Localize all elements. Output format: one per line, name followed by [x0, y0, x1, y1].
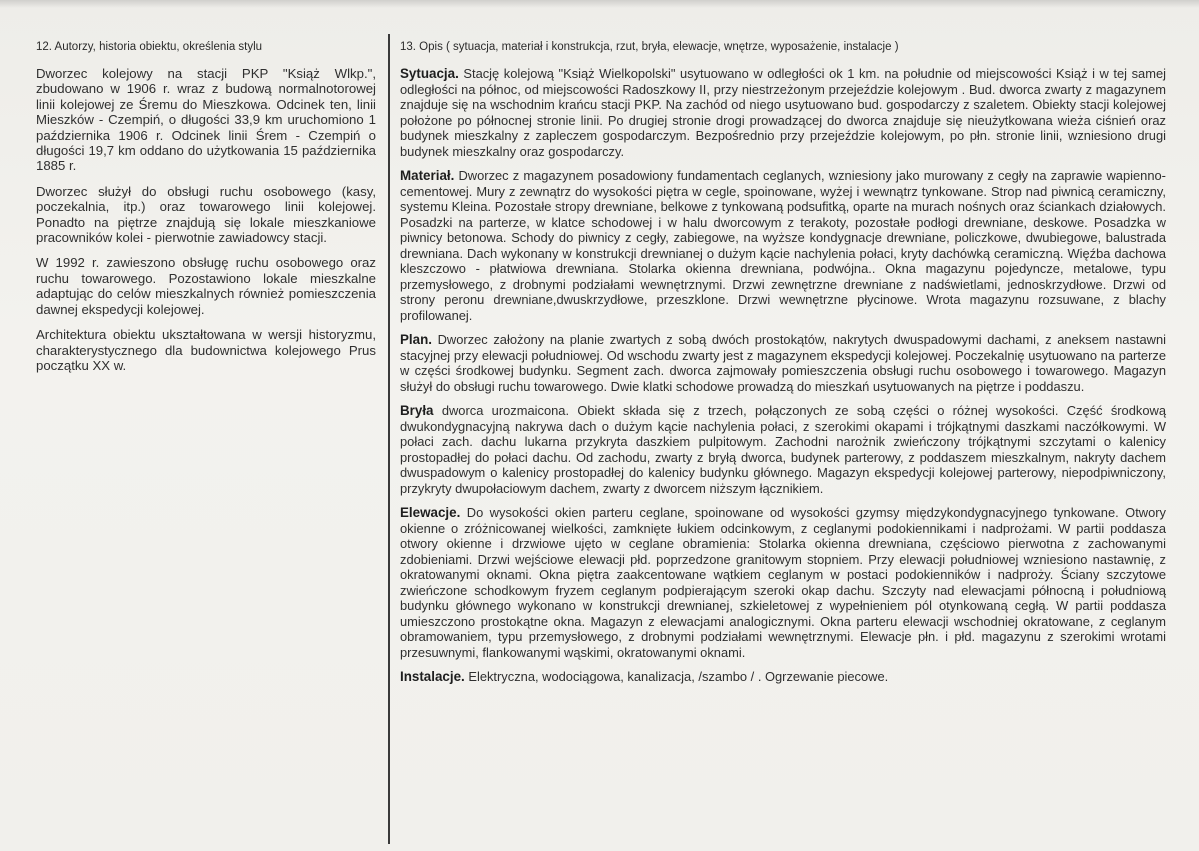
history-header: 12. Autorzy, historia obiektu, określenia stylu [36, 41, 263, 53]
section-material [400, 168, 1166, 323]
history-paragraph: Architektura obiektu ukształtowana w wersji historyzmu, charakterystycznego dla budownictwa kolejowego Prus początku XX w. [36, 327, 376, 373]
scan-edge-shadow [0, 0, 1199, 8]
history-column [36, 40, 376, 383]
history-paragraph: Dworzec służył do obsługi ruchu osobowego (kasy, poczekalnia, itp.) oraz towarowego linii kolejowej. Ponadto na piętrze znajdują się lokale mieszkaniowe pracowników kolei - pierwotnie zawiadowcy stacji. [36, 183, 376, 246]
section-title: Plan. [400, 332, 432, 347]
section-text: Dworzec założony na planie zwartych z sobą dwóch prostokątów, nakrytych dwuspadowymi dachami, z aneksem nastawni stacyjnej przy elewacji południowej. Od wschodu zwarty jest z magazynem ekspedycji kolejowej. Poczekalnię usytuowano na parterze w części środkowej budynku. Segment zach. dworca zajmowały pomieszczenia obsługi ruchu osobowego i towarowego. Magazyn służył do obsługi ruchu towarowego. Dwie klatki schodowe prowadzą do mieszkań usytuowanych na piętrze i poddaszu. [400, 332, 1166, 394]
section-text: Dworzec z magazynem posadowiony fundamentach ceglanych, wzniesiony jako murowany z cegły na zaprawie wapienno-cementowej. Mury z zewnątrz do wysokości piętra w cegle, spoinowane, wyżej i wewnątrz tynkowane. Strop nad piwnicą ceramiczny, systemu Kleina. Pozostałe stropy drewniane, belkowe z tynkowaną podsufitką, oparte na murach nośnych oraz ściankach działowych. Posadzki na parterze, w klatce schodowej i w halu dworcowym z terakoty, pozostałe podłogi drewniane, deskowe. Posadzka w piwnicy betonowa. Schody do piwnicy z cegły, zabiegowe, na wyższe kondygnacje drewniane, policzkowe, dwubiegowe, balustrada drewniana. Dach wykonany w konstrukcji drewnianej o dużym kącie nachylenia połaci, kryty dachówką ceramiczną. Więźba dachowa kleszczowo - płatwiowa drewniana. Stolarka okienna drewniana, podwójna.. Okna magazynu pojedyncze, metalowe, typu przemysłowego, z drobnymi podziałami wewnętrznymi. Drzwi zewnętrzne drewniane z nadświetlami, jednoskrzydłowe. Drzwi od strony peronu drewniane,dwuskrzydłowe, przeszklone. Drzwi wewnętrzne płycinowe. Wrota magazynu rozsuwane, z blachy profilowanej. [400, 168, 1166, 323]
section-title: Bryła [400, 403, 434, 418]
section-elewacje [400, 505, 1166, 660]
history-paragraph: W 1992 r. zawieszono obsługę ruchu osobowego oraz ruchu towarowego. Pozostawiono lokale mieszkalne adaptując do celów mieszkalnych również pomieszczenia dawnej ekspedycji kolejowej. [36, 255, 376, 317]
section-plan [400, 332, 1166, 394]
section-sytuacja [400, 66, 1166, 159]
section-title: Materiał. [400, 168, 455, 183]
history-paragraph: Dworzec kolejowy na stacji PKP "Książ Wlkp.", zbudowano w 1906 r. wraz z budową normalnotorowej linii kolejowej ze Śremu do Mieszkowa. Odcinek ten, linii Mieszków - Czempiń, o długości 33,9 km uruchomiono 1 października 1906 r. Odcinek linii Śrem - Czempiń o długości 19,7 km oddano do użytkowania 15 października 1885 r. [36, 66, 376, 174]
section-instalacje [400, 669, 1166, 685]
section-text: dworca urozmaicona. Obiekt składa się z trzech, połączonych ze sobą części o różnej wysokości. Część środkową dwukondygnacyjną nakrywa dach o dużym kącie nachylenia połaci, z szerokimi okapami i trójkątnymi daszkami naczółkowymi. W połaci zach. dachu lukarna przykryta daszkiem pulpitowym. Zachodni narożnik zwieńczony trójkątnymi szczytami o kalenicy prostopadłej do połaci dachu. Od zachodu, zwarty z bryłą dworca, budynek parterowy, z poddaszem mieszkalnym, nakryty dachem dwuspadowym o kalenicy prostopadłej do kalenicy budynku głównego. Magazyn ekspedycji kolejowej parterowy, niepodpiwniczony, przykryty dwupołaciowym dachem, zwarty z dworcem niższym łącznikiem. [400, 403, 1166, 496]
section-text: Elektryczna, wodociągowa, kanalizacja, /szambo / . Ogrzewanie piecowe. [468, 669, 889, 684]
description-header: 13. Opis ( sytuacja, materiał i konstrukcja, rzut, bryła, elewacje, wnętrze, wyposażenie, instalacje ) [400, 41, 899, 53]
section-text: Do wysokości okien parteru ceglane, spoinowane od wysokości gzymsy międzykondygnacyjnego tynkowane. Otwory okienne o zróżnicowanej wielkości, zamknięte łukiem odcinkowym, z ceglanymi podokiennikami i nadprożami. W partii poddasza otwory okienne i drzwiowe ujęto w ceglane obramienia: Stolarka okienna drewniana, częściowo pierwotna z zachowanymi zdobieniami. Drzwi wejściowe elewacji płd. poprzedzone granitowym stopniem. Przy elewacji południowej wzniesiono nastawnię, z okratowanymi oknami. Okna piętra zaakcentowane wątkiem ceglanym w postaci podokienników i nadproży. Ściany szczytowe zwieńczone schodkowym fryzem ceglanym podpierającym szeroki okap dachu. Szczyty nad elewacjami północną i południową budynku głównego wykonano w konstrukcji drewnianej, szkieletowej z wypełnieniem pól otynkowaną cegłą. W partii poddasza umieszczono prostokątne okna. Magazyn z elewacjami analogicznymi. Okna parteru elewacji wschodniej okratowane, z ceglanym obramowaniem, typu przemysłowego, z drobnymi podziałami wewnętrznymi. Elewacje płn. i płd. magazynu z szerokimi wrotami przesuwnymi, flankowanymi wąskimi, okratowanymi oknami. [400, 505, 1166, 660]
column-divider [388, 34, 390, 844]
section-title: Sytuacja. [400, 66, 459, 81]
section-text: Stację kolejową "Książ Wielkopolski" usytuowano w odległości ok 1 km. na południe od miejscowości Książ i w tej samej odległości na północ, od miejscowości Radoszkowy II, przy niestrzeżonym przejeździe kolejowym . Bud. dworca zwarty z magazynem znajduje się na wschodnim krańcu stacji PKP. Na zachód od niego usytuowano bud. gospodarczy z szaletem. Obiekty stacji kolejowej położone po północnej stronie linii. Po drugiej stronie drogi prowadzącej do dworca znajduje się nieużytkowana wieża ciśnień oraz budynek mieszkalny z zapleczem gospodarczym. Bezpośrednio przy przejeździe kolejowym, po płn. stronie linii, wzniesiono drugi budynek mieszkalny oraz gospodarczy. [400, 66, 1166, 159]
section-bryla [400, 403, 1166, 496]
section-title: Elewacje. [400, 505, 461, 520]
description-column [400, 40, 1166, 694]
section-title: Instalacje. [400, 669, 465, 684]
